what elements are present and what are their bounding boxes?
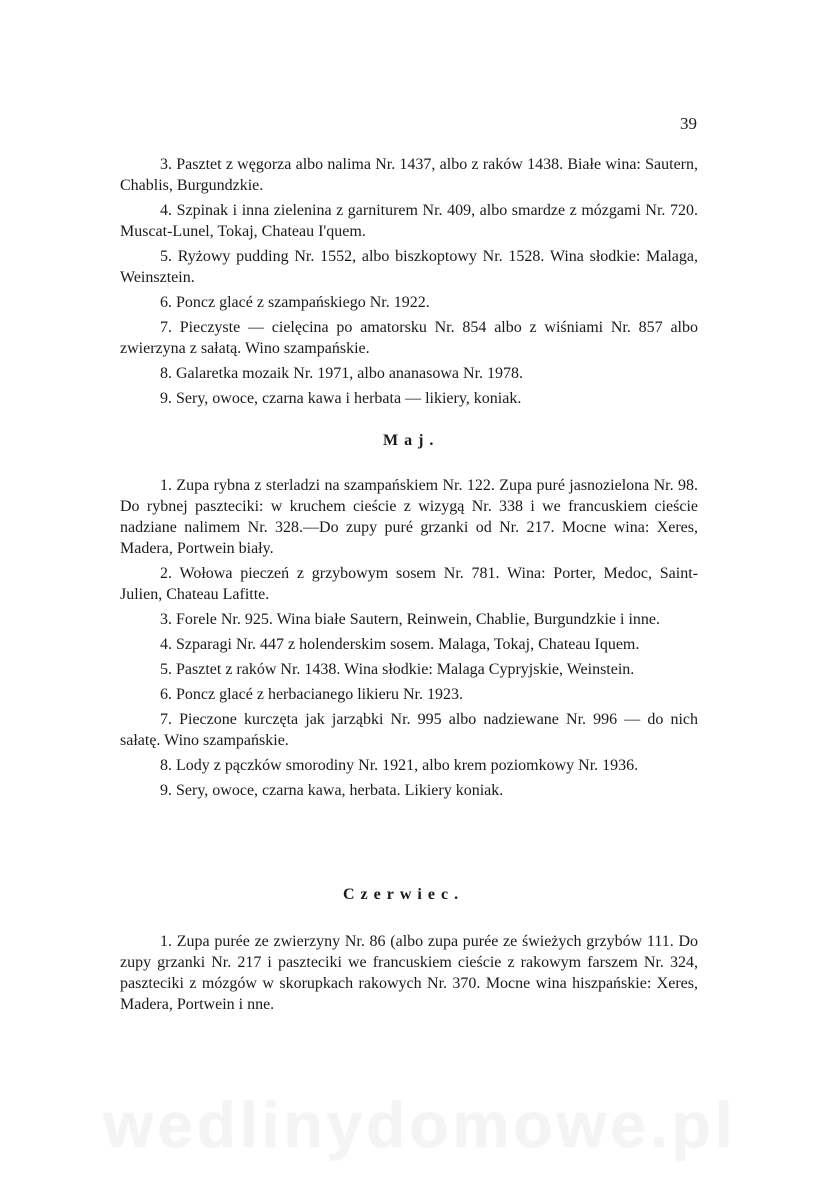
menu-item: 3. Pasztet z węgorza albo nalima Nr. 1437, albo z raków 1438. Białe wina: Sautern, Chablis, Burgundzkie. (120, 156, 698, 194)
menu-item: 8. Galaretka mozaik Nr. 1971, albo ananasowa Nr. 1978. (160, 365, 524, 382)
menu-item: 8. Lody z pączków smorodiny Nr. 1921, albo krem poziomkowy Nr. 1936. (160, 757, 639, 774)
heading-maj: Maj. (383, 432, 440, 449)
menu-item: 6. Poncz glacé z szampańskiego Nr. 1922. (160, 294, 430, 311)
watermark: wedlinydomowe.pl (103, 1089, 737, 1161)
menu-item: 5. Pasztet z raków Nr. 1438. Wina słodkie: Malaga Cypryjskie, Weinstein. (160, 661, 635, 678)
menu-item: 1. Zupa purée ze zwierzyny Nr. 86 (albo zupa purée ze świeżych grzybów 111. Do zupy grzanki Nr. 217 i paszteciki we francuskiem cieście z rakowym farszem Nr. 324, paszteciki z mózgów w skorupkach rakowych Nr. 370. Mocne wina hiszpańskie: Xeres, Madera, Portwein i nne. (120, 933, 698, 1013)
menu-item: 9. Sery, owoce, czarna kawa i herbata — likiery, koniak. (160, 390, 522, 407)
menu-item: 5. Ryżowy pudding Nr. 1552, albo biszkoptowy Nr. 1528. Wina słodkie: Malaga, Weinsztein. (120, 248, 698, 286)
menu-item: 7. Pieczyste — cielęcina po amatorsku Nr. 854 albo z wiśniami Nr. 857 albo zwierzyna z sałatą. Wino szampańskie. (120, 319, 698, 357)
menu-section-maj (120, 475, 698, 805)
heading-czerwiec: Czerwiec. (343, 886, 465, 903)
menu-section-czerwiec (120, 931, 698, 1019)
menu-item: 3. Forele Nr. 925. Wina białe Sautern, Reinwein, Chablie, Burgundzkie i inne. (160, 611, 660, 628)
menu-item: 2. Wołowa pieczeń z grzybowym sosem Nr. 781. Wina: Porter, Medoc, Saint-Julien, Chateau Lafitte. (120, 565, 698, 603)
menu-item: 4. Szpinak i inna zielenina z garniturem Nr. 409, albo smardze z mózgami Nr. 720. Muscat-Lunel, Tokaj, Chateau I'quem. (120, 202, 698, 240)
menu-item: 6. Poncz glacé z herbacianego likieru Nr. 1923. (160, 686, 463, 703)
menu-item: 4. Szparagi Nr. 447 z holenderskim sosem. Malaga, Tokaj, Chateau Iquem. (160, 636, 640, 653)
page-number: 39 (680, 114, 697, 133)
menu-item: 1. Zupa rybna z sterladzi na szampańskiem Nr. 122. Zupa puré jasnozielona Nr. 98. Do rybnej paszteciki: w kruchem cieście z wizygą Nr. 338 i we francuskiem cieście nadziane nalimem Nr. 328.—Do zupy puré grzanki od Nr. 217. Mocne wina: Xeres, Madera, Portwein biały. (120, 477, 698, 557)
menu-section-continued (120, 154, 698, 413)
menu-item: 7. Pieczone kurczęta jak jarząbki Nr. 995 albo nadziewane Nr. 996 — do nich sałatę. Wino szampańskie. (120, 711, 698, 749)
menu-item: 9. Sery, owoce, czarna kawa, herbata. Likiery koniak. (160, 782, 504, 799)
